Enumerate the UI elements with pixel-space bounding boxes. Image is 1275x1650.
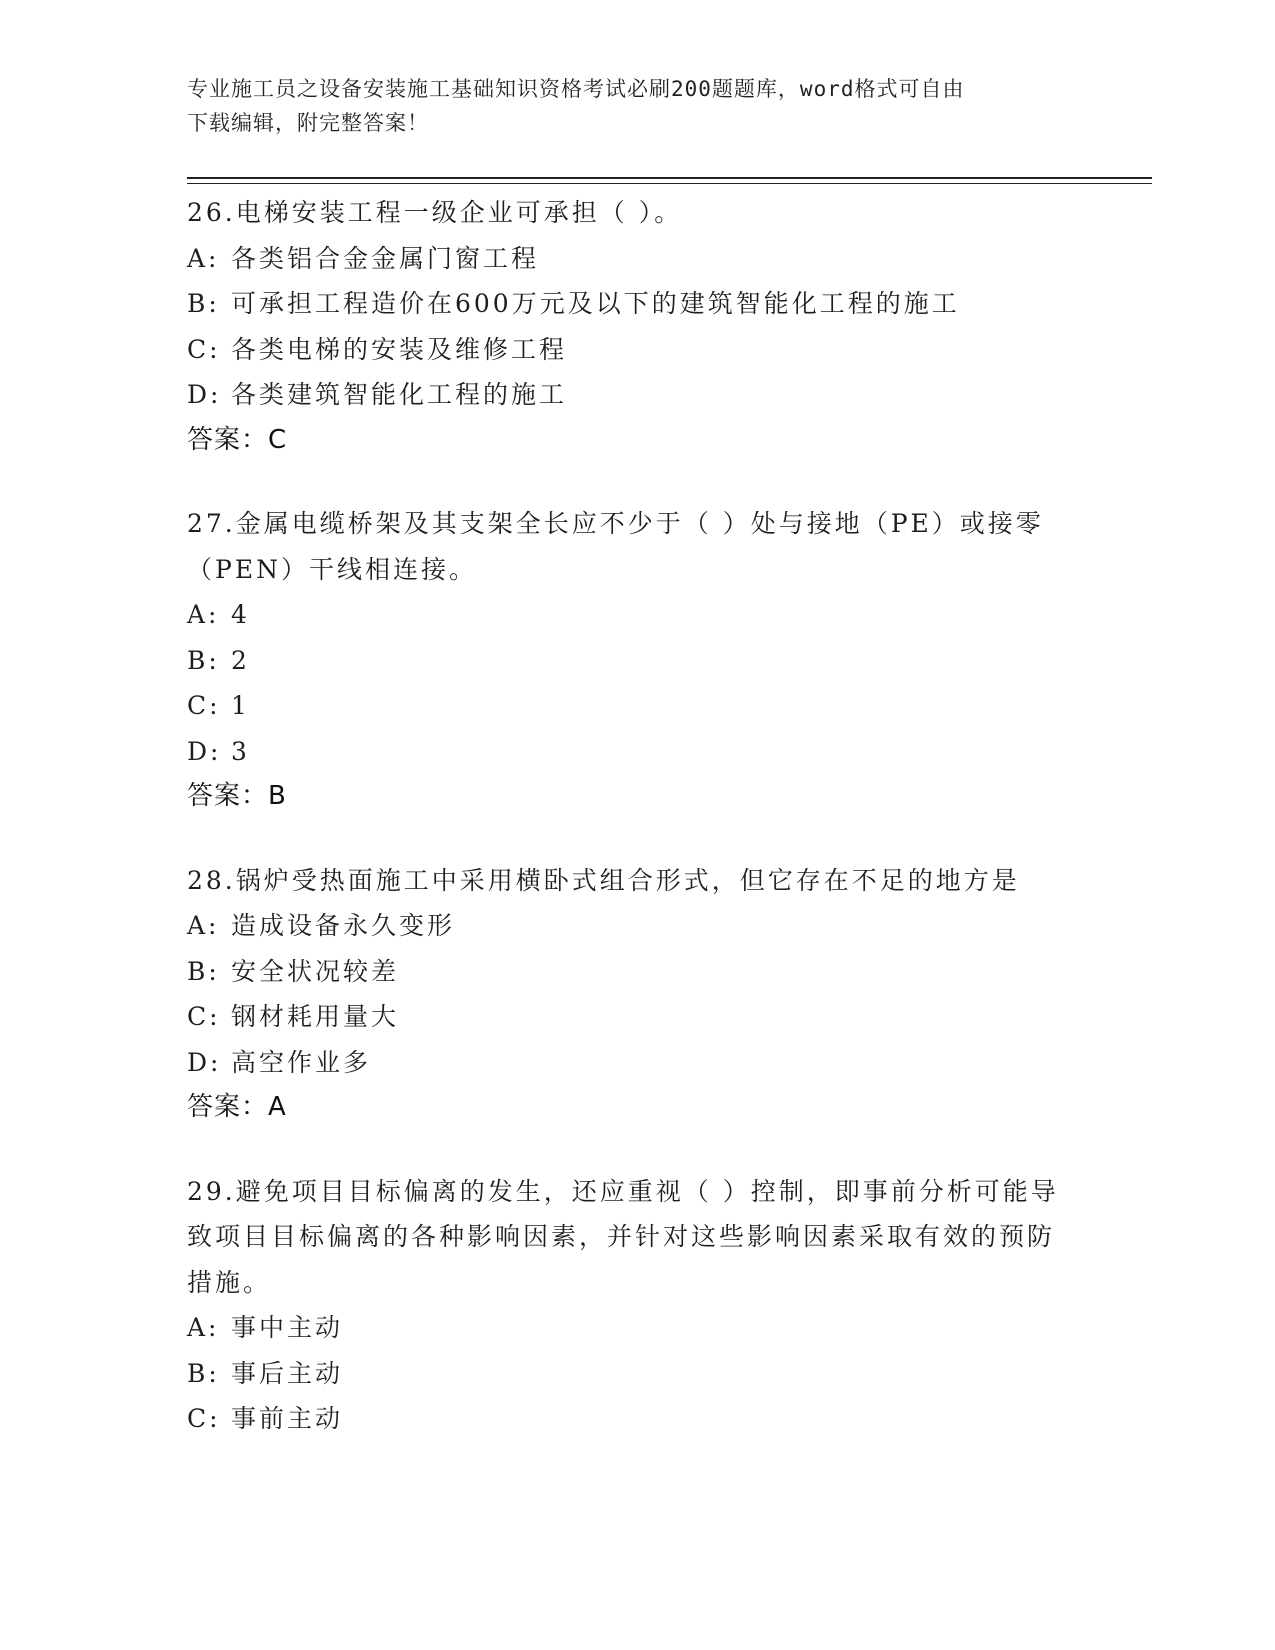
question-27 <box>187 501 1067 820</box>
option-text: 事前主动 <box>231 1404 344 1433</box>
answer-line: 答案：A <box>187 1092 287 1122</box>
option-a <box>187 236 1067 282</box>
option-text: 高空作业多 <box>231 1047 372 1077</box>
question-28 <box>187 858 1067 1131</box>
option-label: D: <box>187 380 222 409</box>
option-label: A: <box>187 911 220 940</box>
question-text: 29.避免项目目标偏离的发生，还应重视（ ）控制，即事前分析可能导致项目目标偏离的各种影响因素，并针对这些影响因素采取有效的预防措施。 <box>187 1176 1059 1297</box>
option-c <box>187 327 1067 373</box>
option-label: B: <box>187 956 220 986</box>
question-text: 26.电梯安装工程一级企业可承担（ ）。 <box>187 198 683 227</box>
option-text: 可承担工程造价在600万元及以下的建筑智能化工程的施工 <box>231 289 960 318</box>
option-label: A: <box>187 600 220 629</box>
answer-line: 答案：C <box>187 424 288 455</box>
option-a <box>187 592 1067 638</box>
option-b <box>187 1351 1067 1397</box>
option-text: 各类电梯的安装及维修工程 <box>231 334 568 364</box>
option-label: B: <box>187 645 220 675</box>
option-label: B: <box>187 289 220 318</box>
option-c <box>187 683 1067 729</box>
option-label: C: <box>187 334 221 364</box>
option-d <box>187 1040 1067 1086</box>
document-header <box>187 72 1067 140</box>
answer-line: 答案：B <box>187 781 287 811</box>
option-label: B: <box>187 1358 220 1388</box>
question-list <box>187 190 1067 1480</box>
option-text: 4 <box>231 600 250 629</box>
option-b <box>187 281 1067 327</box>
question-26 <box>187 190 1067 463</box>
question-text: 28.锅炉受热面施工中采用横卧式组合形式，但它存在不足的地方是 <box>187 865 1020 895</box>
option-text: 2 <box>231 645 250 675</box>
option-text: 各类铝合金金属门窗工程 <box>231 243 540 273</box>
option-text: 钢材耗用量大 <box>231 1002 400 1031</box>
option-text: 事中主动 <box>231 1313 344 1342</box>
option-a <box>187 903 1067 949</box>
question-29 <box>187 1169 1067 1442</box>
option-d <box>187 729 1067 775</box>
option-label: C: <box>187 1404 221 1433</box>
option-text: 安全状况较差 <box>231 956 400 986</box>
question-text: 27.金属电缆桥架及其支架全长应不少于（ ）处与接地（PE）或接零（PEN）干线相连接。 <box>187 509 1044 584</box>
option-a <box>187 1305 1067 1351</box>
option-text: 事后主动 <box>231 1358 344 1388</box>
option-label: D: <box>187 736 222 766</box>
option-c <box>187 994 1067 1040</box>
option-label: A: <box>187 1313 220 1342</box>
option-d <box>187 372 1067 418</box>
option-b <box>187 949 1067 995</box>
option-text: 3 <box>231 736 250 766</box>
option-label: C: <box>187 1002 221 1031</box>
option-label: A: <box>187 243 220 273</box>
option-text: 造成设备永久变形 <box>231 911 456 940</box>
header-divider-thick <box>187 177 1152 179</box>
header-line-2: 下载编辑，附完整答案！ <box>187 111 429 135</box>
header-divider-thin <box>187 183 1152 184</box>
option-b <box>187 638 1067 684</box>
option-label: D: <box>187 1047 222 1077</box>
header-line-1: 专业施工员之设备安装施工基础知识资格考试必刷200题题库，word格式可自由 <box>187 77 965 101</box>
option-label: C: <box>187 691 221 720</box>
option-text: 各类建筑智能化工程的施工 <box>231 380 568 409</box>
option-text: 1 <box>231 691 250 720</box>
option-c <box>187 1396 1067 1442</box>
